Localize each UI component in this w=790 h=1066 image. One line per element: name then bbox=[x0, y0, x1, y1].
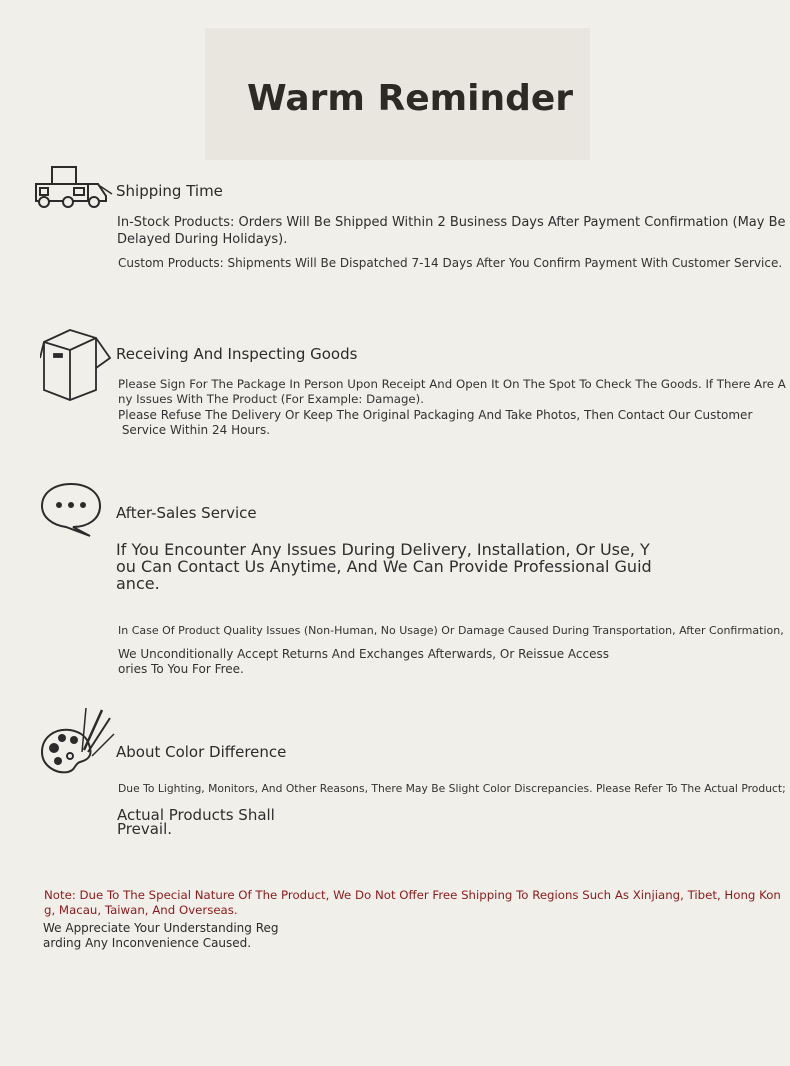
receiving-sign-text: Please Sign For The Package In Person Upon Receipt And Open It On The Spot To Check The Goods. If There Are A ny Issues With The Product (For Example: Damage). bbox=[118, 377, 786, 406]
open-box-icon bbox=[40, 328, 112, 412]
section-heading-shipping-time: Shipping Time bbox=[116, 182, 223, 200]
after-sales-returns-text: We Unconditionally Accept Returns And Exchanges Afterwards, Or Reissue Access ories To You For Free. bbox=[118, 647, 610, 676]
chat-bubble-icon bbox=[40, 482, 106, 544]
receiving-refuse-text: Please Refuse The Delivery Or Keep The Original Packaging And Take Photos, Then Contact Our Customer Service Within 24 Hours. bbox=[118, 408, 753, 437]
color-difference-text: Due To Lighting, Monitors, And Other Reasons, There May Be Slight Color Discrepancies. Please Refer To The Actual Product; bbox=[118, 782, 786, 795]
shipping-custom-text: Custom Products: Shipments Will Be Dispatched 7-14 Days After You Confirm Payment With Customer Service. bbox=[118, 256, 783, 270]
truck-icon bbox=[34, 164, 114, 214]
paint-palette-icon bbox=[40, 706, 116, 782]
shipping-restriction-note: Note: Due To The Special Nature Of The Product, We Do Not Offer Free Shipping To Regions Such As Xinjiang, Tibet, Hong Kon g, Macau, Taiwan, And Overseas. bbox=[44, 888, 781, 917]
shipping-in-stock-text: In-Stock Products: Orders Will Be Shipped Within 2 Business Days After Payment Confirmation (May Be Delayed During Holidays). bbox=[117, 215, 786, 247]
section-heading-receiving: Receiving And Inspecting Goods bbox=[116, 345, 358, 363]
after-sales-quality-text: In Case Of Product Quality Issues (Non-Human, No Usage) Or Damage Caused During Transportation, After Confirmation, bbox=[118, 624, 784, 637]
after-sales-contact-text: If You Encounter Any Issues During Delivery, Installation, Or Use, Y ou Can Contact Us Anytime, And We Can Provide Professional Guid ance. bbox=[116, 540, 652, 593]
section-heading-after-sales: After-Sales Service bbox=[116, 504, 257, 522]
section-heading-color-difference: About Color Difference bbox=[116, 743, 287, 761]
color-difference-prevail-text: Actual Products Shall Prevail. bbox=[117, 806, 275, 838]
page-title: Warm Reminder bbox=[246, 78, 574, 119]
apology-note: We Appreciate Your Understanding Reg arding Any Inconvenience Caused. bbox=[43, 921, 279, 950]
